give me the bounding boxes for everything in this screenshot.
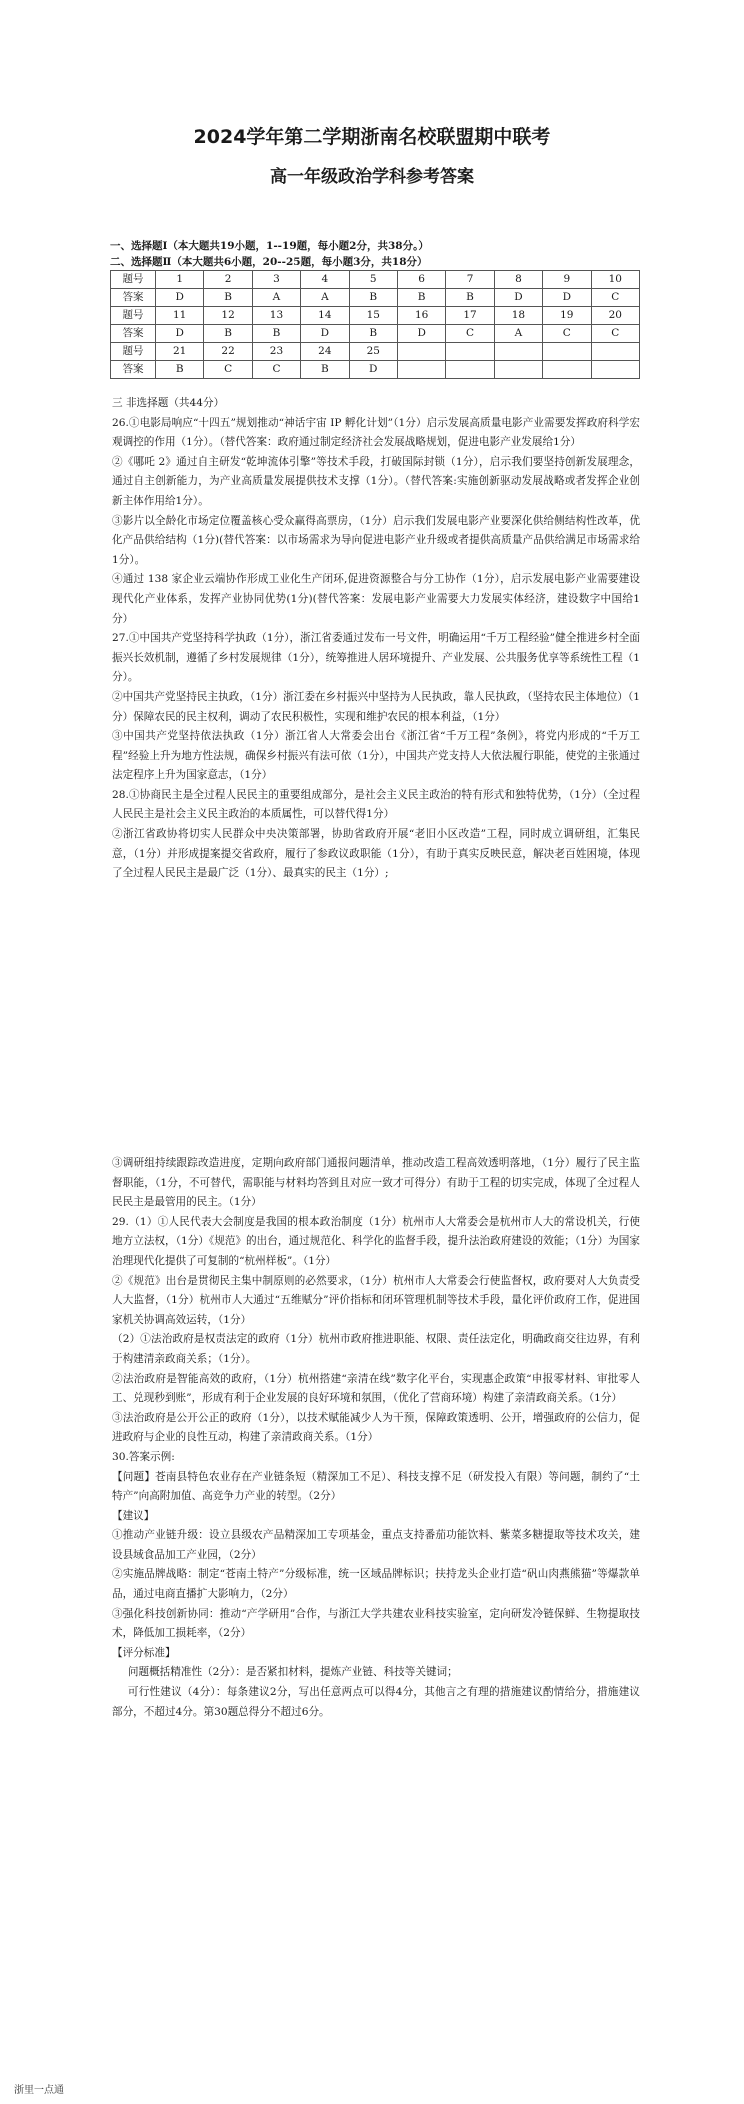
answer-paragraph: ④通过 138 家企业云端协作形成工业化生产闭环,促进资源整合与分工协作（1分），启示发展电影产业需要建设现代化产业体系，发挥产业协同优势(1分)(替代答案：发展电影产业需要大力发展实体经济，建设数字中国给1分） [112,573,640,625]
table-row [111,289,640,307]
table-cell: 23 [252,343,300,361]
table-cell: 17 [446,307,494,325]
table-cell: C [543,325,591,343]
table-cell: 8 [494,271,542,289]
table-cell: D [543,289,591,307]
table-cell [494,361,542,379]
table-cell [543,361,591,379]
table-cell: 15 [349,307,397,325]
answer-paragraph: ②实施品牌战略：制定“苍南土特产”分级标准，统一区域品牌标识；扶持龙头企业打造“矾山肉燕熊猫”等爆款单品，通过电商直播扩大影响力，（2分） [112,1568,640,1601]
answer-paragraph: 26.①电影局响应“十四五”规划推动“神话宇宙 IP 孵化计划”（1分）启示发展高质量电影产业需要发挥政府科学宏观调控的作用（1分）。（替代答案：政府通过制定经济社会发展战略规划，促进电影产业发展给1分） [112,416,640,449]
answer-paragraph: ③影片以全龄化市场定位覆盖核心受众赢得高票房，（1分）启示我们发展电影产业要深化供给侧结构性改革，优化产品供给结构（1分)(替代答案：以市场需求为导向促进电影产业升级或者提供高质量产品供给满足市场需求给1分）。 [112,514,640,566]
table-row [111,271,640,289]
answer-paragraph: 30.答案示例: [112,1450,175,1463]
table-cell: B [204,289,252,307]
answer-paragraph: 问题概括精准性（2分）：是否紧扣材料，提炼产业链、科技等关键词； [127,1666,458,1679]
table-cell: D [494,289,542,307]
table-cell: C [204,361,252,379]
answer-paragraph: 28.①协商民主是全过程人民民主的重要组成部分，是社会主义民主政治的特有形式和独特优势，（1分）（全过程人民民主是社会主义民主政治的本质属性，可以替代得1分） [112,788,640,821]
table-cell: A [252,289,300,307]
table-cell: D [156,325,204,343]
table-row [111,361,640,379]
answer-paragraph: ②《规范》出台是贯彻民主集中制原则的必然要求，（1分）杭州市人大常委会行使监督权，政府要对人大负责受人大监督，（1分）杭州市人大通过“五维赋分”评价指标和闭环管理机制等技术手段，量化评价政府工作，促进国家机关协调高效运转，（1分） [112,1274,640,1326]
table-cell: D [156,289,204,307]
table-cell: 10 [591,271,639,289]
answer-paragraph: ③法治政府是公开公正的政府（1分），以技术赋能减少人为干预，保障政策透明、公开，增强政府的公信力，促进政府与企业的良性互动，构建了亲清政商关系。（1分） [112,1411,640,1444]
answer-paragraph: ③调研组持续跟踪改造进度，定期向政府部门通报问题清单，推动改造工程高效透明落地，（1分）履行了民主监督职能，（1分，不可替代，需职能与材料均答到且对应一致才可得分）有助于工程的切实完成，体现了全过程人民民主是最管用的民主。（1分） [112,1157,640,1209]
row-label: 题号 [111,343,156,361]
table-cell [494,343,542,361]
table-row [111,343,640,361]
table-row [111,307,640,325]
answer-paragraph: 27.①中国共产党坚持科学执政（1分），浙江省委通过发布一号文件，明确运用“千万工程经验”健全推进乡村全面振兴长效机制，遵循了乡村发展规律（1分），统筹推进人居环境提升、产业发展、公共服务优享等系统性工程（1分）。 [112,632,640,684]
table-cell [591,343,639,361]
table-cell: A [494,325,542,343]
table-cell: 16 [397,307,445,325]
table-cell: 19 [543,307,591,325]
answer-paragraph: 29.（1）①人民代表大会制度是我国的根本政治制度（1分）杭州市人大常委会是杭州市人大的常设机关，行使地方立法权，（1分）《规范》的出台，通过规范化、科学化的监督手段，提升法治政府建设的效能；（1分）为国家治理现代化提供了可复制的“杭州样板”。（1分） [112,1215,640,1267]
footer-watermark: 浙里一点通 [14,2085,64,2096]
answer-paragraph: ②法治政府是智能高效的政府，（1分）杭州搭建“亲清在线”数字化平台，实现惠企政策“申报零材料、审批零人工、兑现秒到账”，形成有利于企业发展的良好环境和氛围，（优化了营商环境）构建了亲清政商关系。（1分） [112,1372,640,1405]
row-label: 答案 [111,361,156,379]
table-cell: B [446,289,494,307]
table-cell: 21 [156,343,204,361]
row-label: 答案 [111,289,156,307]
row-label: 答案 [111,325,156,343]
table-cell: B [397,289,445,307]
answer-paragraph: 【建议】 [112,1509,155,1522]
table-cell [397,361,445,379]
table-cell: B [301,361,349,379]
table-row [111,325,640,343]
table-cell [397,343,445,361]
section-2-heading: 二、选择题Ⅱ（本大题共6小题，20--25题，每小题3分，共18分） [110,256,428,268]
exam-title: 2024学年第二学期浙南名校联盟期中联考 [193,126,551,148]
table-cell: 11 [156,307,204,325]
table-cell: 9 [543,271,591,289]
table-cell: B [156,361,204,379]
answer-paragraph: ③强化科技创新协同：推动“产学研用”合作，与浙江大学共建农业科技实验室，定向研发冷链保鲜、生物提取技术，降低加工损耗率，（2分） [112,1607,640,1640]
table-cell: 4 [301,271,349,289]
table-cell [543,343,591,361]
section-1-heading: 一、选择题Ⅰ（本大题共19小题，1--19题，每小题2分，共38分。） [110,240,429,252]
table-cell: 13 [252,307,300,325]
table-cell [591,361,639,379]
answers-part-a [112,394,640,884]
table-cell: D [301,325,349,343]
answer-paragraph: ②中国共产党坚持民主执政，（1分）浙江委在乡村振兴中坚持为人民执政，靠人民执政，（坚持农民主体地位）（1分）保障农民的民主权利，调动了农民积极性，实现和维护农民的根本利益，（1分） [112,690,640,723]
row-label: 题号 [111,307,156,325]
table-cell: C [446,325,494,343]
table-cell: B [252,325,300,343]
table-cell: 6 [397,271,445,289]
table-cell: A [301,289,349,307]
table-cell: 1 [156,271,204,289]
answer-table [110,270,640,379]
table-cell: D [397,325,445,343]
table-cell: 18 [494,307,542,325]
answer-paragraph: ③中国共产党坚持依法执政（1分）浙江省人大常委会出台《浙江省“千万工程”条例》，将党内形成的“千万工程”经验上升为地方性法规，确保乡村振兴有法可依（1分），中国共产党支持人大依法履行职能，使党的主张通过法定程序上升为国家意志，（1分） [112,730,640,782]
answer-paragraph: ②《哪吒 2》通过自主研发“乾坤流体引擎”等技术手段，打破国际封锁（1分），启示我们要坚持创新发展理念，通过自主创新能力，为产业高质量发展提供技术支撑（1分）。（替代答案:实施创新驱动发展战略或者发挥企业创新主体作用给1分）。 [112,455,640,507]
exam-subtitle: 高一年级政治学科参考答案 [270,167,474,187]
answer-paragraph: 可行性建议（4分）：每条建议2分，写出任意两点可以得4分，其他言之有理的措施建议酌情给分，措施建议部分，不超过4分。第30题总得分不超过6分。 [112,1686,640,1718]
table-cell: 7 [446,271,494,289]
table-cell: 14 [301,307,349,325]
table-cell: 24 [301,343,349,361]
table-cell: B [349,289,397,307]
table-cell: D [349,361,397,379]
table-cell [446,361,494,379]
table-cell: 12 [204,307,252,325]
answer-paragraph: ①推动产业链升级：设立县级农产品精深加工专项基金，重点支持番茄功能饮料、紫菜多糖提取等技术攻关，建设县域食品加工产业园，（2分） [112,1529,640,1561]
answer-paragraph: （2）①法治政府是权责法定的政府（1分）杭州市政府推进职能、权限、责任法定化，明确政商交往边界，有利于构建清亲政商关系；（1分）。 [112,1333,640,1365]
table-cell: 20 [591,307,639,325]
part3-heading: 三 非选择题（共44分） [112,397,225,409]
table-cell: C [252,361,300,379]
answer-paragraph: 【评分标准】 [112,1646,176,1659]
table-cell [446,343,494,361]
answer-paragraph: 【问题】苍南县特色农业存在产业链条短（精深加工不足）、科技支撑不足（研发投入有限）等问题，制约了“土特产”向高附加值、高竞争力产业的转型。（2分） [112,1470,640,1503]
table-cell: C [591,325,639,343]
table-cell: 25 [349,343,397,361]
table-cell: B [349,325,397,343]
table-cell: B [204,325,252,343]
row-label: 题号 [111,271,156,289]
table-cell: 5 [349,271,397,289]
table-cell: 22 [204,343,252,361]
table-cell: 2 [204,271,252,289]
answers-part-b [112,1154,640,1722]
table-cell: 3 [252,271,300,289]
table-cell: C [591,289,639,307]
answer-paragraph: ②浙江省政协将切实人民群众中央决策部署，协助省政府开展“老旧小区改造”工程，同时成立调研组，汇集民意，（1分）并形成提案提交省政府，履行了参政议政职能（1分），有助于真实反映民意，解决老百姓困境，体现了全过程人民民主是最广泛（1分）、最真实的民主（1分）; [112,828,640,880]
